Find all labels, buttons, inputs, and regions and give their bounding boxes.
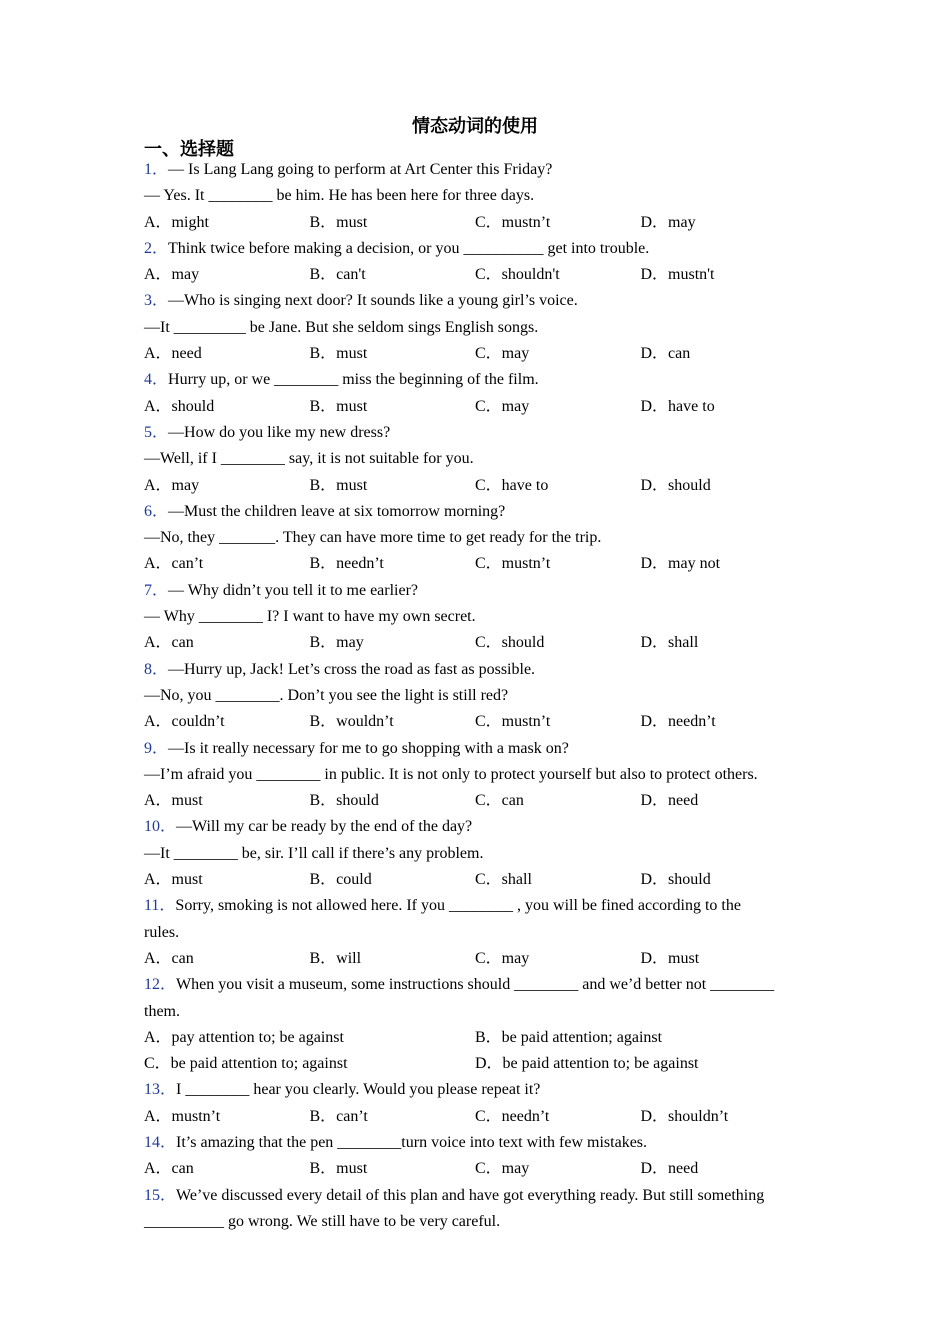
question-line xyxy=(144,657,814,683)
question-number: 12． xyxy=(144,976,177,994)
question-text: —No, they _______. They can have more time to get ready for the trip. xyxy=(144,529,602,547)
option-d: D．shouldn’t xyxy=(640,1107,729,1125)
question-text: — Yes. It ________ be him. He has been here for three days. xyxy=(144,187,535,205)
question-line xyxy=(144,446,814,472)
option-c: C．may xyxy=(475,345,530,363)
option-b: B．must xyxy=(309,397,368,415)
option-b: B．must xyxy=(309,476,368,494)
question-line xyxy=(144,920,814,946)
option-a: A．should xyxy=(144,397,215,415)
option-b: B．may xyxy=(309,634,364,652)
option-b: B．can’t xyxy=(309,1107,368,1125)
question-11 xyxy=(144,893,814,972)
option-c: C．shouldn't xyxy=(475,266,560,284)
options-row xyxy=(144,1025,814,1051)
question-7 xyxy=(144,578,814,657)
option-d: D．must xyxy=(640,949,700,967)
option-a: A．may xyxy=(144,476,200,494)
option-c: C．may xyxy=(475,1160,530,1178)
option-d: D．can xyxy=(640,345,691,363)
option-b: B．must xyxy=(309,345,368,363)
option-a: A．can xyxy=(144,949,194,967)
question-10 xyxy=(144,814,814,893)
question-line xyxy=(144,999,814,1025)
options-row xyxy=(144,867,814,893)
question-2 xyxy=(144,236,814,289)
option-a: A．might xyxy=(144,213,209,231)
question-line xyxy=(144,893,814,919)
option-c: C．needn’t xyxy=(475,1107,550,1125)
option-c: C．can xyxy=(475,792,524,810)
question-line xyxy=(144,183,814,209)
option-c: C．should xyxy=(475,634,545,652)
question-line xyxy=(144,578,814,604)
question-8 xyxy=(144,657,814,736)
question-line xyxy=(144,499,814,525)
option-c: C．shall xyxy=(475,871,532,889)
question-line xyxy=(144,972,814,998)
question-line xyxy=(144,420,814,446)
question-number: 5． xyxy=(144,423,169,441)
question-text: — Why didn’t you tell it to me earlier? xyxy=(168,581,419,599)
option-c: C．mustn’t xyxy=(475,213,551,231)
question-9 xyxy=(144,736,814,815)
option-d: D．should xyxy=(640,476,711,494)
question-line xyxy=(144,1077,814,1103)
question-5 xyxy=(144,420,814,499)
option-b: B．can't xyxy=(309,266,366,284)
option-d: D．have to xyxy=(640,397,715,415)
question-text: —Must the children leave at six tomorrow morning? xyxy=(168,502,506,520)
question-line xyxy=(144,841,814,867)
option-a: A．may xyxy=(144,266,200,284)
option-b: B．be paid attention; against xyxy=(475,1028,663,1046)
question-text: —Who is singing next door? It sounds like a young girl’s voice. xyxy=(168,292,578,310)
question-number: 8． xyxy=(144,660,169,678)
question-list xyxy=(144,157,814,1235)
question-text: —No, you ________. Don’t you see the light is still red? xyxy=(144,686,509,704)
option-b: B．should xyxy=(309,792,379,810)
question-number: 14． xyxy=(144,1133,177,1151)
option-b: B．needn’t xyxy=(309,555,384,573)
question-13 xyxy=(144,1077,814,1130)
question-number: 11． xyxy=(144,897,176,915)
question-text: —How do you like my new dress? xyxy=(168,423,391,441)
question-number: 7． xyxy=(144,581,169,599)
question-line xyxy=(144,683,814,709)
question-line xyxy=(144,1209,814,1235)
options-row xyxy=(144,1104,814,1130)
option-d: D．need xyxy=(640,1160,699,1178)
option-a: A．must xyxy=(144,871,203,889)
options-row xyxy=(144,946,814,972)
option-a: A．couldn’t xyxy=(144,713,225,731)
question-number: 15． xyxy=(144,1186,177,1204)
question-text: It’s amazing that the pen ________turn voice into text with few mistakes. xyxy=(176,1133,648,1151)
option-d: D．need xyxy=(640,792,699,810)
question-text: When you visit a museum, some instructions should ________ and we’d better not ________ xyxy=(176,976,775,994)
options-row xyxy=(144,473,814,499)
question-6 xyxy=(144,499,814,578)
options-row xyxy=(144,630,814,656)
question-line xyxy=(144,736,814,762)
option-d: D．mustn't xyxy=(640,266,715,284)
question-text: —I’m afraid you ________ in public. It is not only to protect yourself but also to protect others. xyxy=(144,765,758,783)
option-c: C．may xyxy=(475,949,530,967)
question-number: 6． xyxy=(144,502,169,520)
options-row xyxy=(144,262,814,288)
question-text: —It _________ be Jane. But she seldom sings English songs. xyxy=(144,318,539,336)
option-b: B．wouldn’t xyxy=(309,713,394,731)
question-12 xyxy=(144,972,814,1077)
option-c: C．mustn’t xyxy=(475,555,551,573)
question-text: —Hurry up, Jack! Let’s cross the road as fast as possible. xyxy=(168,660,536,678)
question-line xyxy=(144,814,814,840)
option-a: A．can’t xyxy=(144,555,204,573)
question-text: — Is Lang Lang going to perform at Art Center this Friday? xyxy=(168,161,553,178)
question-1 xyxy=(144,157,814,236)
options-row xyxy=(144,394,814,420)
question-text: We’ve discussed every detail of this plan and have got everything ready. But still something xyxy=(176,1186,765,1204)
question-line xyxy=(144,157,814,183)
question-line xyxy=(144,1183,814,1209)
option-d: D．may xyxy=(640,213,696,231)
question-4 xyxy=(144,367,814,420)
question-line xyxy=(144,367,814,393)
question-text: I ________ hear you clearly. Would you please repeat it? xyxy=(176,1081,541,1099)
option-a: A．can xyxy=(144,634,194,652)
question-text: —Will my car be ready by the end of the day? xyxy=(176,818,473,836)
options-row xyxy=(144,1156,814,1182)
question-number: 2． xyxy=(144,239,169,257)
option-b: B．must xyxy=(309,213,368,231)
question-line xyxy=(144,1130,814,1156)
section-heading: 一、选择题 xyxy=(144,139,234,160)
options-row xyxy=(144,551,814,577)
option-c: C．have to xyxy=(475,476,549,494)
question-14 xyxy=(144,1130,814,1183)
option-a: A．can xyxy=(144,1160,194,1178)
question-text: Think twice before making a decision, or you __________ get into trouble. xyxy=(168,239,650,257)
option-a: A．mustn’t xyxy=(144,1107,221,1125)
option-a: A．need xyxy=(144,345,202,363)
question-line xyxy=(144,236,814,262)
question-number: 13． xyxy=(144,1081,177,1099)
question-text: — Why ________ I? I want to have my own secret. xyxy=(144,608,476,626)
options-row xyxy=(144,1051,814,1077)
option-a: A．pay attention to; be against xyxy=(144,1028,344,1046)
question-number: 10． xyxy=(144,818,177,836)
options-row xyxy=(144,341,814,367)
option-b: B．must xyxy=(309,1160,368,1178)
question-text: rules. xyxy=(144,923,180,941)
option-a: A．must xyxy=(144,792,203,810)
question-number: 4． xyxy=(144,371,169,389)
option-b: B．will xyxy=(309,949,362,967)
question-text: —Well, if I ________ say, it is not suitable for you. xyxy=(144,450,474,468)
option-c: C．be paid attention to; against xyxy=(144,1055,348,1073)
question-number: 3． xyxy=(144,292,169,310)
options-row xyxy=(144,709,814,735)
question-text: —Is it really necessary for me to go shopping with a mask on? xyxy=(168,739,569,757)
question-number: 9． xyxy=(144,739,169,757)
options-row xyxy=(144,210,814,236)
option-d: D．may not xyxy=(640,555,721,573)
option-d: D．should xyxy=(640,871,711,889)
question-line xyxy=(144,288,814,314)
question-text: __________ go wrong. We still have to be very careful. xyxy=(144,1212,501,1230)
option-d: D．needn’t xyxy=(640,713,716,731)
options-row xyxy=(144,788,814,814)
option-c: C．mustn’t xyxy=(475,713,551,731)
option-c: C．may xyxy=(475,397,530,415)
question-text: —It ________ be, sir. I’ll call if there’s any problem. xyxy=(144,844,484,862)
question-number: 1． xyxy=(144,161,169,178)
question-line xyxy=(144,762,814,788)
question-text: Sorry, smoking is not allowed here. If you ________ , you will be fined according to the xyxy=(175,897,741,915)
option-d: D．be paid attention to; be against xyxy=(475,1055,699,1073)
page-title: 情态动词的使用 xyxy=(412,116,538,137)
question-line xyxy=(144,525,814,551)
option-d: D．shall xyxy=(640,634,699,652)
option-b: B．could xyxy=(309,871,372,889)
question-text: Hurry up, or we ________ miss the beginning of the film. xyxy=(168,371,539,389)
question-text: them. xyxy=(144,1002,180,1020)
question-15 xyxy=(144,1183,814,1236)
question-3 xyxy=(144,288,814,367)
question-line xyxy=(144,604,814,630)
question-line xyxy=(144,315,814,341)
